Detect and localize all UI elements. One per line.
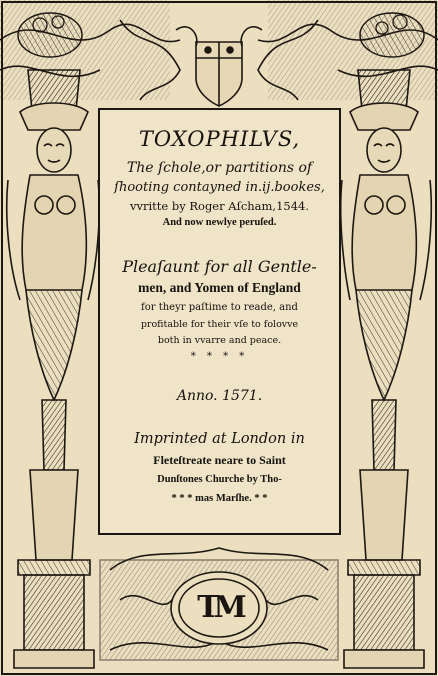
printer-monogram: TM [197,590,241,625]
lead-line-3: for theyr paſtime to reade, and [141,302,298,313]
publication-date: Anno. 1571. [176,388,263,404]
subtitle-line-1: The ſchole,or partitions of [126,160,313,176]
subtitle-line-3: vvritte by Roger Aſcham,1544. [129,199,310,213]
imprint-line-4-text: mas Marſhe. [195,493,252,504]
imprint-line-1: Imprinted at London in [134,431,305,447]
right-caryatid [341,70,432,668]
subtitle-line-2: ſhooting contayned in.ij.bookes, [114,180,325,195]
subtitle-line-4: And now newlye peruſed. [162,217,277,228]
shield-emblem [176,27,262,106]
book-title: TOXOPHILVS, [138,127,301,151]
imprint-line-3: Dunſtones Churche by Tho- [157,474,282,485]
imprint-line-4 [100,493,339,504]
lead-line-1: Pleaſaunt for all Gentle- [122,257,317,276]
imprint-line-2: Fleteſtreate neare to Saint [153,453,286,467]
imprint-stars-left: * * * [171,493,193,504]
title-text-panel [98,108,341,535]
lead-line-4: profitable for their vſe to folovve [140,319,299,330]
ornament-stars: * * * * [190,351,249,362]
lead-line-2: men, and Yomen of England [138,280,301,295]
lead-line-5: both in vvarre and peace. [157,335,282,346]
left-caryatid [7,70,100,668]
imprint-stars-right: * * [254,493,268,504]
